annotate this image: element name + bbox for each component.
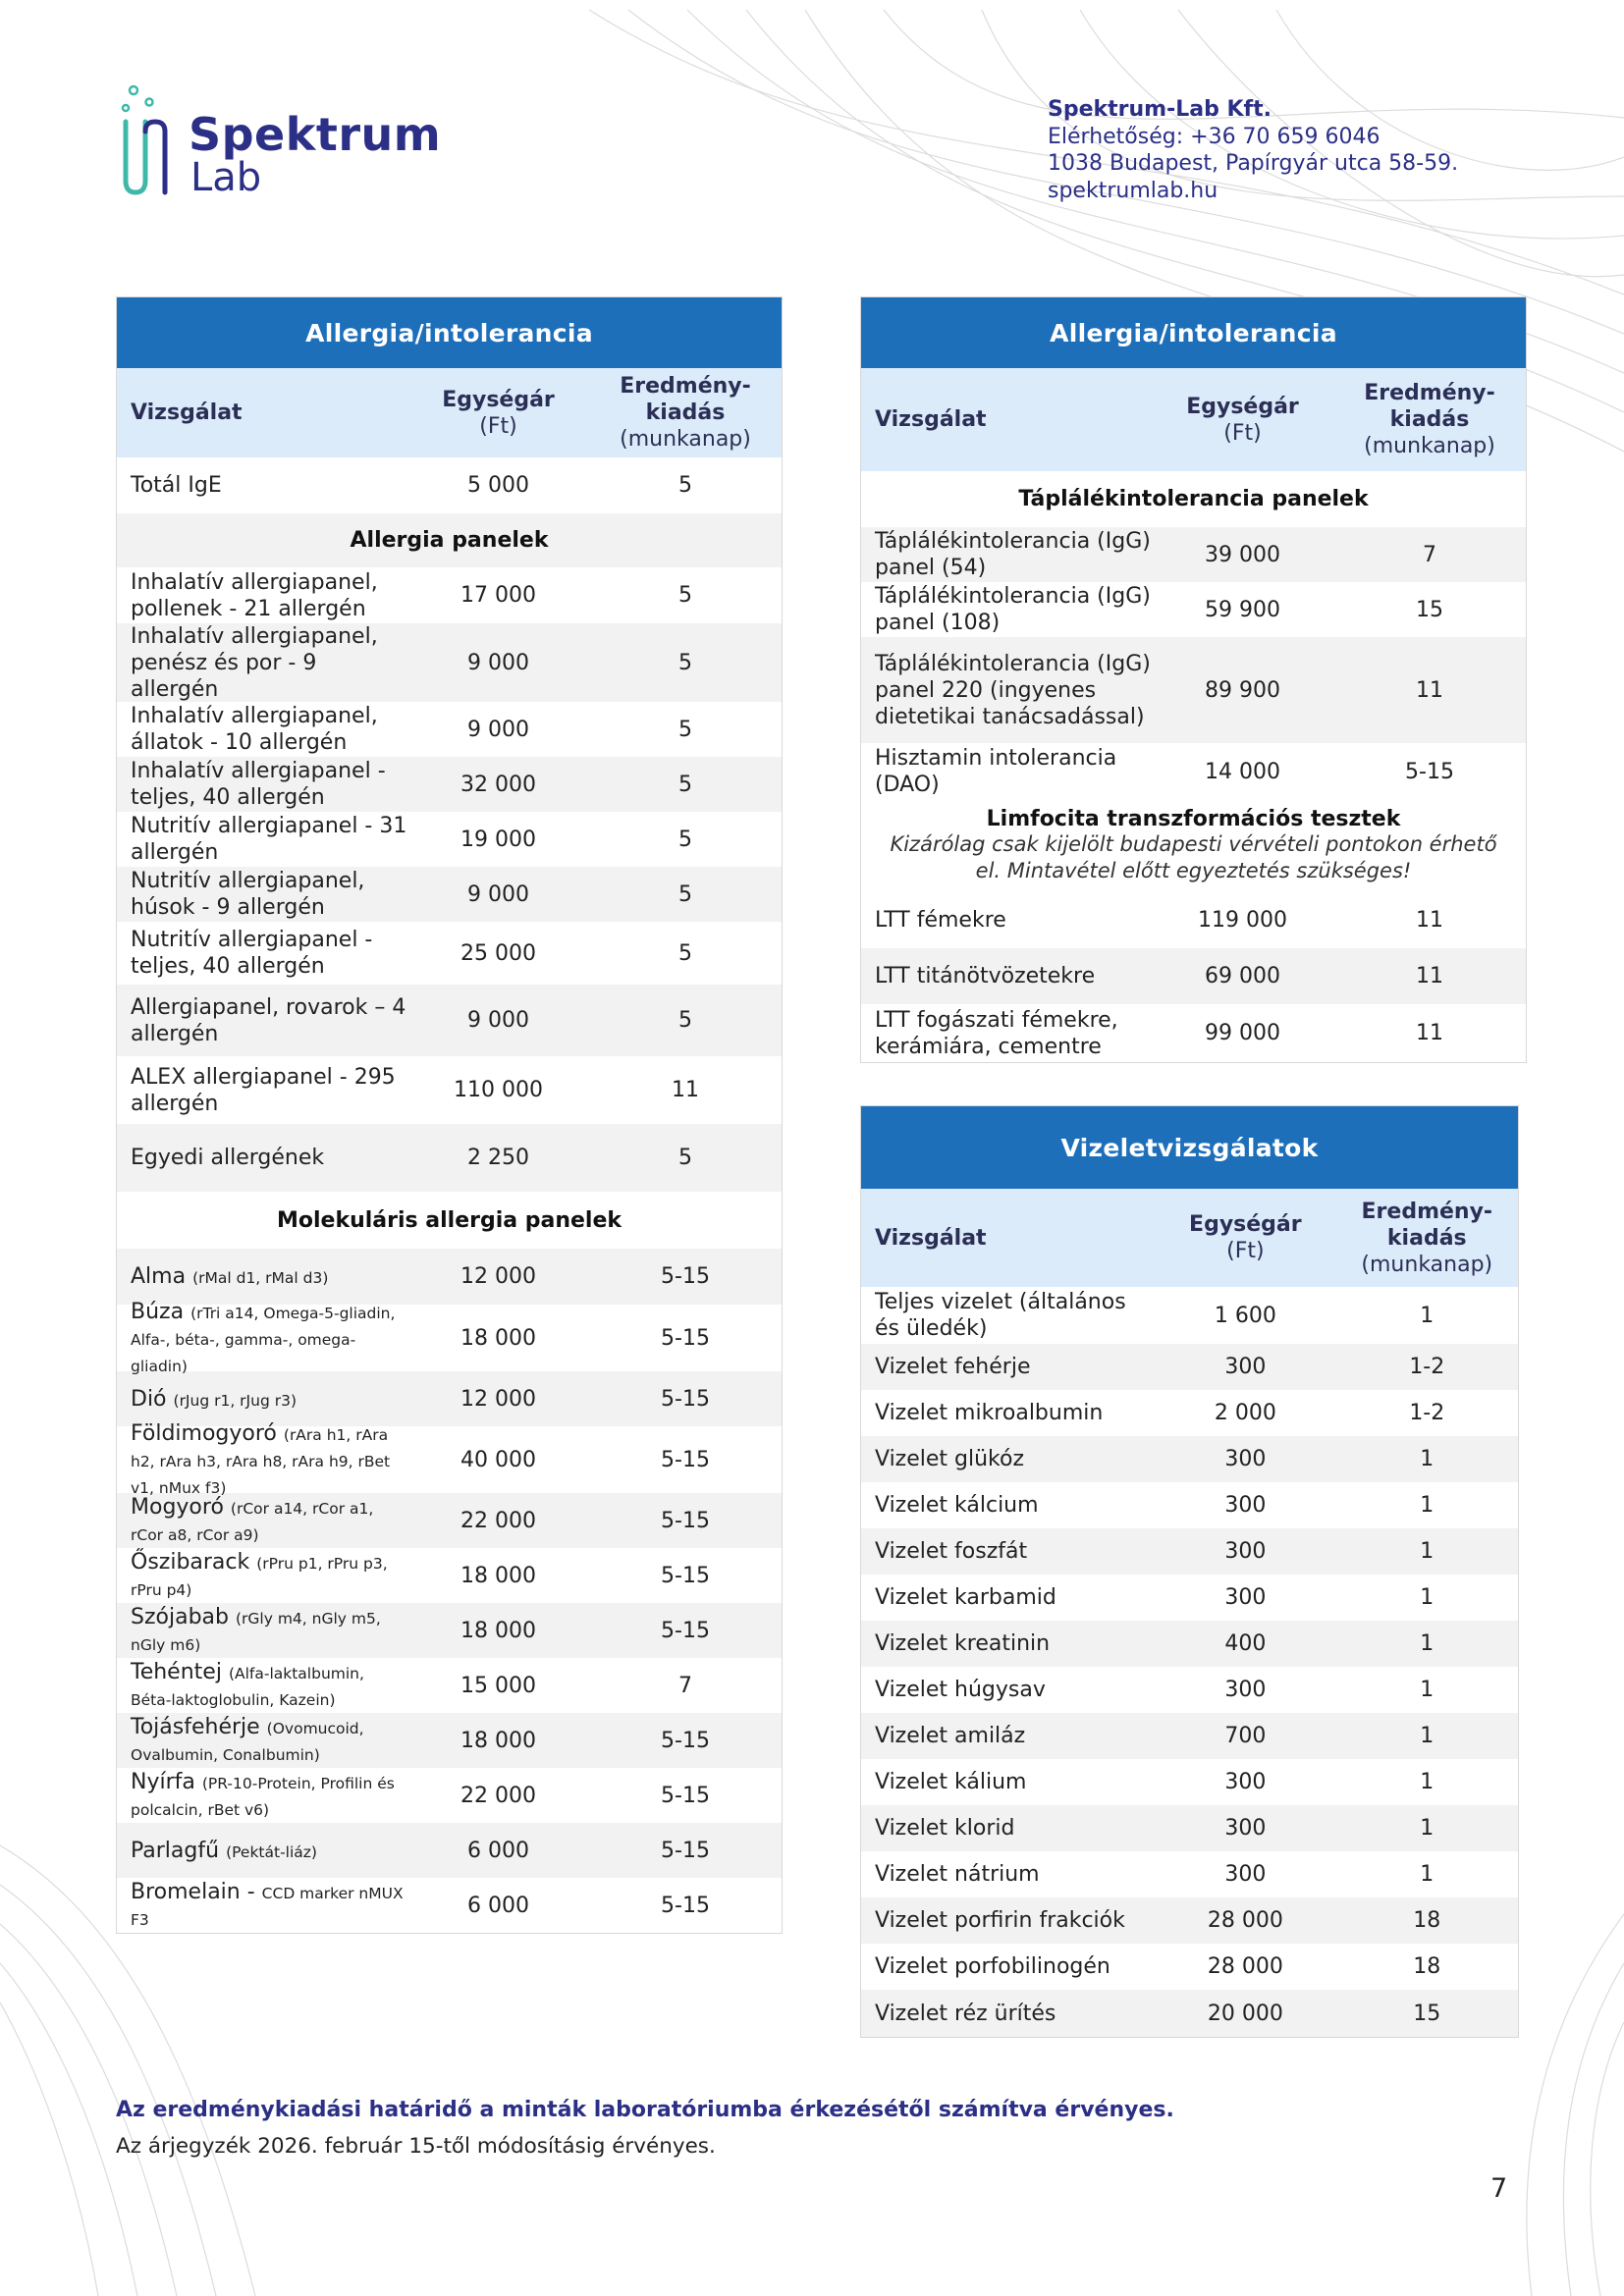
header-egysegar: Egységár (Ft): [1189, 1212, 1302, 1263]
table-row: [861, 1990, 1518, 2037]
cell-days: 1: [1420, 1447, 1435, 1471]
company-website[interactable]: spektrumlab.hu: [1048, 178, 1218, 203]
table-row: Totál IgE 5 000 5: [131, 473, 692, 498]
cell-days: 1: [1420, 1862, 1435, 1887]
cell-price: 9 000: [467, 881, 529, 907]
table-row: [117, 1249, 782, 1305]
table-row: [861, 892, 1526, 948]
cell-vizsgalat: Vizelet mikroalbumin: [875, 1401, 1104, 1425]
cell-vizsgalat: Vizelet réz ürítés: [875, 2001, 1056, 2026]
cell-price: 700: [1224, 1724, 1267, 1748]
cell-vizsgalat: LTT titánötvözetekre: [875, 964, 1096, 988]
cell-days: 5-15: [661, 1447, 710, 1472]
cell-days: 5-15: [661, 1838, 710, 1863]
table-row: [861, 1344, 1518, 1390]
cell-price: 59 900: [1205, 597, 1280, 622]
cell-detail: (Ovomucoid, Ovalbumin, Conalbumin): [131, 1720, 364, 1764]
table-title: Vizeletvizsgálatok: [861, 1106, 1518, 1189]
cell-vizsgalat: Vizelet kálium: [875, 1770, 1027, 1794]
section-allergia-panelek: Allergia panelek: [117, 513, 782, 567]
cell-days: 5: [678, 772, 692, 797]
table-row: [117, 702, 782, 757]
cell-price: 39 000: [1205, 542, 1280, 567]
allergy-table-left: [116, 296, 783, 1934]
cell-vizsgalat: Tehéntej (Alfa-laktalbumin, Béta-laktoglobulin, Kazein): [131, 1660, 364, 1709]
table-row: [117, 757, 782, 812]
cell-detail: (rGly m4, nGly m5, nGly m6): [131, 1610, 381, 1654]
cell-price: 32 000: [460, 772, 536, 797]
cell-detail: (rJug r1, rJug r3): [173, 1391, 297, 1410]
cell-days: 15: [1413, 2001, 1441, 2026]
cell-price: 99 000: [1205, 1021, 1280, 1045]
cell-price: 18 000: [460, 1618, 536, 1643]
cell-price: 15 000: [460, 1673, 536, 1698]
cell-days: 1: [1420, 1724, 1435, 1748]
cell-days: 5-15: [661, 1563, 710, 1588]
cell-price: 28 000: [1207, 1954, 1283, 1979]
table-row: [861, 1805, 1518, 1851]
table-title: Allergia/intolerancia: [117, 297, 782, 368]
table-row: [117, 985, 782, 1056]
table-row: [117, 1878, 782, 1933]
cell-days: 5-15: [661, 1386, 710, 1412]
table-row: [861, 1482, 1518, 1528]
logo-text-spektrum: Spektrum: [189, 108, 442, 161]
cell-price: 12 000: [460, 1386, 536, 1412]
table-row: [861, 1759, 1518, 1805]
cell-vizsgalat: Vizelet kreatinin: [875, 1631, 1051, 1656]
cell-price: 28 000: [1207, 1908, 1283, 1933]
cell-vizsgalat: Vizelet porfirin frakciók: [875, 1908, 1125, 1933]
cell-price: 300: [1224, 1862, 1267, 1887]
table-row: [861, 743, 1526, 800]
cell-vizsgalat: LTT fogászati fémekre, kerámiára, cementre: [875, 1007, 1118, 1059]
cell-days: 11: [672, 1078, 699, 1102]
table-row: [117, 1713, 782, 1768]
cell-vizsgalat: Vizelet glükóz: [875, 1447, 1025, 1471]
cell-detail: (Pektát-liáz): [226, 1842, 317, 1861]
allergy-table-right: [860, 296, 1527, 1063]
header-vizsgalat: Vizsgálat: [131, 400, 243, 425]
cell-vizsgalat: Inhalatív allergiapanel, penész és por - 9 allergén: [131, 623, 378, 702]
header-vizsgalat: Vizsgálat: [875, 407, 987, 432]
cell-days: 5-15: [661, 1264, 710, 1289]
cell-price: 400: [1224, 1631, 1267, 1656]
table-row: [861, 1287, 1518, 1344]
section-ltt-title: Limfocita transzformációs tesztek: [986, 806, 1401, 831]
cell-days: 18: [1413, 1908, 1441, 1933]
header-eredmeny: Eredmény- kiadás (munkanap): [1361, 1199, 1493, 1277]
cell-days: 5: [678, 650, 692, 675]
cell-days: 11: [1416, 964, 1443, 988]
cell-vizsgalat: Inhalatív allergiapanel - teljes, 40 allergén: [131, 759, 386, 810]
table-row: [861, 582, 1526, 637]
cell-days: 1: [1420, 1631, 1435, 1656]
cell-days: 11: [1416, 1021, 1443, 1045]
cell-vizsgalat: Vizelet porfobilinogén: [875, 1954, 1110, 1979]
cell-vizsgalat: Hisztamin intolerancia (DAO): [875, 746, 1117, 797]
cell-price: 110 000: [454, 1078, 543, 1102]
cell-vizsgalat: LTT fémekre: [875, 908, 1006, 933]
ltt-section: [861, 800, 1526, 892]
table-row: [861, 1004, 1526, 1062]
cell-vizsgalat: Földimogyoró (rAra h1, rAra h2, rAra h3, rAra h8, rAra h9, rBet v1, nMux f3): [131, 1420, 391, 1497]
cell-price: 18 000: [460, 1563, 536, 1588]
logo-text-lab: Lab: [190, 155, 262, 200]
cell-price: 6 000: [467, 1893, 529, 1918]
cell-vizsgalat: Egyedi allergének: [131, 1146, 325, 1170]
table-row: [861, 637, 1526, 743]
cell-price: 9 000: [467, 1008, 529, 1033]
ltt-note: Kizárólag csak kijelölt budapesti vérvételi pontokon érhető el. Mintavétel előtt egyeztetés szükséges!: [890, 832, 1497, 882]
cell-price: 20 000: [1207, 2001, 1283, 2026]
footer-note-bold: Az eredménykiadási határidő a minták laboratóriumba érkezésétől számítva érvényes.: [116, 2098, 1174, 2122]
company-logo: [112, 82, 442, 200]
cell-days: 1: [1420, 1539, 1435, 1564]
cell-vizsgalat: Parlagfű (Pektát-liáz): [131, 1838, 317, 1863]
header-eredmeny: Eredmény- kiadás (munkanap): [620, 374, 751, 452]
company-address: 1038 Budapest, Papírgyár utca 58-59.: [1048, 151, 1459, 176]
cell-price: 300: [1224, 1816, 1267, 1841]
cell-vizsgalat: Alma (rMal d1, rMal d3): [131, 1264, 329, 1289]
cell-days: 5: [678, 1008, 692, 1033]
cell-detail: CCD marker nMUX F3: [131, 1885, 404, 1929]
cell-days: 5: [678, 717, 692, 742]
cell-days: 1: [1420, 1678, 1435, 1702]
cell-price: 17 000: [460, 583, 536, 608]
cell-price: 1 600: [1214, 1303, 1276, 1328]
cell-price: 2 250: [467, 1146, 529, 1170]
cell-vizsgalat: ALEX allergiapanel - 295 allergén: [131, 1064, 396, 1116]
section-molekularis: Molekuláris allergia panelek: [276, 1207, 623, 1233]
cell-price: 14 000: [1205, 759, 1280, 784]
cell-detail: (Alfa-laktalbumin, Béta-laktoglobulin, Kazein): [131, 1665, 364, 1709]
page-number: 7: [1490, 2173, 1508, 2204]
table-row: [861, 527, 1526, 582]
cell-vizsgalat: Vizelet karbamid: [875, 1585, 1056, 1610]
cell-days: 5-15: [661, 1508, 710, 1533]
table-row: [861, 948, 1526, 1004]
cell-days: 11: [1416, 908, 1443, 933]
cell-days: 5: [678, 583, 692, 608]
table-header: [861, 1189, 1518, 1287]
cell-vizsgalat: Táplálékintolerancia (IgG) panel (54): [875, 529, 1151, 580]
cell-price: 22 000: [460, 1783, 536, 1808]
table-title: Allergia/intolerancia: [861, 297, 1526, 368]
table-row: [117, 867, 782, 922]
cell-days: 1: [1420, 1816, 1435, 1841]
cell-vizsgalat: Vizelet amiláz: [875, 1724, 1026, 1748]
cell-price: 9 000: [467, 650, 529, 675]
company-phone: Elérhetőség: +36 70 659 6046: [1048, 124, 1380, 149]
table-header: [117, 368, 782, 457]
cell-price: 18 000: [460, 1325, 536, 1351]
table-row: [117, 567, 782, 623]
header-egysegar: Egységár (Ft): [1186, 394, 1299, 446]
cell-price: 69 000: [1205, 964, 1280, 988]
table-row: [861, 1667, 1518, 1713]
cell-days: 1: [1420, 1303, 1435, 1328]
cell-days: 5: [678, 827, 692, 852]
cell-price: 6 000: [467, 1838, 529, 1863]
cell-vizsgalat: Vizelet húgysav: [875, 1678, 1046, 1702]
cell-vizsgalat: Nutritív allergiapanel - teljes, 40 allergén: [131, 928, 373, 979]
cell-price: 22 000: [460, 1508, 536, 1533]
table-row: [117, 1768, 782, 1823]
table-row: [117, 1603, 782, 1658]
cell-days: 5: [678, 940, 692, 966]
cell-price: 300: [1224, 1770, 1267, 1794]
table-row: [861, 1621, 1518, 1667]
logo-mark-icon: [112, 82, 189, 200]
cell-price: 300: [1224, 1447, 1267, 1471]
cell-vizsgalat: Nutritív allergiapanel, húsok - 9 allergén: [131, 869, 365, 920]
cell-vizsgalat: Nutritív allergiapanel - 31 allergén: [131, 814, 407, 865]
cell-days: 11: [1416, 677, 1443, 703]
table-row: [861, 1897, 1518, 1944]
cell-days: 5: [678, 881, 692, 907]
cell-detail: (rTri a14, Omega-5-gliadin, Alfa-, béta-, gamma-, omega-gliadin): [131, 1304, 396, 1375]
cell-days: 5-15: [1405, 759, 1454, 784]
table-row: [861, 1851, 1518, 1897]
cell-vizsgalat: Allergiapanel, rovarok – 4 allergén: [131, 994, 406, 1046]
cell-days: 1-2: [1409, 1401, 1445, 1425]
cell-detail: (rAra h1, rAra h2, rAra h3, rAra h8, rAra h9, rBet v1, nMux f3): [131, 1425, 391, 1497]
table-row: [861, 1575, 1518, 1621]
table-row: [117, 1420, 782, 1497]
cell-detail: (PR-10-Protein, Profilin és polcalcin, rBet v6): [131, 1775, 395, 1819]
cell-price: 18 000: [460, 1728, 536, 1753]
table-row: [861, 1436, 1518, 1482]
cell-price: 300: [1224, 1585, 1267, 1610]
table-row: [117, 1124, 782, 1192]
table-row: [861, 1390, 1518, 1436]
cell-vizsgalat: Bromelain - CCD marker nMUX F3: [131, 1880, 404, 1929]
cell-detail: (rCor a14, rCor a1, rCor a8, rCor a9): [131, 1500, 374, 1544]
table-row: [861, 1713, 1518, 1759]
cell-vizsgalat: Vizelet foszfát: [875, 1539, 1028, 1564]
table-row: [117, 1299, 782, 1375]
cell-price: 300: [1224, 1539, 1267, 1564]
cell-days: 1: [1420, 1493, 1435, 1518]
cell-vizsgalat: Dió (rJug r1, rJug r3): [131, 1386, 297, 1412]
table-row: [117, 623, 782, 702]
cell-vizsgalat: Őszibarack (rPru p1, rPru p3, rPru p4): [131, 1550, 388, 1599]
cell-price: 9 000: [467, 717, 529, 742]
cell-vizsgalat: Vizelet fehérje: [875, 1355, 1031, 1379]
cell-price: 300: [1224, 1493, 1267, 1518]
table-row: [117, 1658, 782, 1713]
cell-price: 40 000: [460, 1447, 536, 1472]
table-row: [117, 1056, 782, 1124]
cell-days: 1: [1420, 1770, 1435, 1794]
cell-detail: (rMal d1, rMal d3): [192, 1269, 329, 1287]
cell-price: 300: [1224, 1355, 1267, 1379]
company-info: [1048, 96, 1458, 204]
cell-days: 7: [1423, 542, 1436, 567]
cell-vizsgalat: Tojásfehérje (Ovomucoid, Ovalbumin, Conalbumin): [131, 1715, 364, 1764]
cell-vizsgalat: Teljes vizelet (általános és üledék): [875, 1290, 1126, 1341]
cell-days: 5-15: [661, 1325, 710, 1351]
cell-price: 119 000: [1198, 908, 1287, 933]
table-row: [861, 1528, 1518, 1575]
cell-days: 7: [678, 1673, 692, 1698]
table-row: [117, 922, 782, 985]
cell-price: 19 000: [460, 827, 536, 852]
cell-price: 2 000: [1214, 1401, 1276, 1425]
header-eredmeny: Eredmény- kiadás (munkanap): [1364, 381, 1495, 458]
cell-vizsgalat: Vizelet kálcium: [875, 1493, 1039, 1518]
cell-days: 15: [1416, 597, 1443, 622]
cell-vizsgalat: Táplálékintolerancia (IgG) panel 220 (ingyenes dietetikai tanácsadással): [875, 651, 1151, 729]
cell-price: 25 000: [460, 940, 536, 966]
table-header: [861, 368, 1526, 471]
header-vizsgalat: Vizsgálat: [875, 1225, 987, 1251]
cell-price: 300: [1224, 1678, 1267, 1702]
cell-vizsgalat: Inhalatív allergiapanel, pollenek - 21 allergén: [131, 569, 378, 621]
table-row: [117, 1371, 782, 1426]
cell-days: 5-15: [661, 1893, 710, 1918]
table-row: [117, 1493, 782, 1548]
cell-vizsgalat: Vizelet nátrium: [875, 1862, 1040, 1887]
cell-days: 5-15: [661, 1783, 710, 1808]
company-name: Spektrum-Lab Kft.: [1048, 97, 1272, 122]
cell-days: 5-15: [661, 1728, 710, 1753]
cell-price: 89 900: [1205, 677, 1280, 703]
cell-vizsgalat: Táplálékintolerancia (IgG) panel (108): [875, 584, 1151, 635]
cell-days: 1-2: [1409, 1355, 1445, 1379]
cell-vizsgalat: Mogyoró (rCor a14, rCor a1, rCor a8, rCor a9): [131, 1495, 374, 1544]
table-row: [117, 1548, 782, 1603]
cell-days: 5: [678, 1146, 692, 1170]
cell-vizsgalat: Vizelet klorid: [875, 1816, 1015, 1841]
cell-vizsgalat: Szójabab (rGly m4, nGly m5, nGly m6): [131, 1605, 381, 1654]
cell-vizsgalat: Búza (rTri a14, Omega-5-gliadin, Alfa-, béta-, gamma-, omega-gliadin): [131, 1299, 396, 1375]
cell-price: 12 000: [460, 1264, 536, 1289]
header-egysegar: Egységár (Ft): [442, 387, 555, 439]
cell-detail: (rPru p1, rPru p3, rPru p4): [131, 1555, 388, 1599]
cell-days: 18: [1413, 1954, 1441, 1979]
section-taplalek: Táplálékintolerancia panelek: [1018, 487, 1369, 511]
cell-days: 1: [1420, 1585, 1435, 1610]
table-row: [861, 1944, 1518, 1990]
cell-vizsgalat: Nyírfa (PR-10-Protein, Profilin és polcalcin, rBet v6): [131, 1770, 395, 1819]
table-row: [117, 1823, 782, 1878]
cell-days: 5-15: [661, 1618, 710, 1643]
table-row: [117, 812, 782, 867]
cell-vizsgalat: Inhalatív allergiapanel, állatok - 10 allergén: [131, 704, 378, 755]
urine-table: [860, 1105, 1519, 2038]
footer-note-validity: Az árjegyzék 2026. február 15-től módosításig érvényes.: [116, 2134, 716, 2159]
